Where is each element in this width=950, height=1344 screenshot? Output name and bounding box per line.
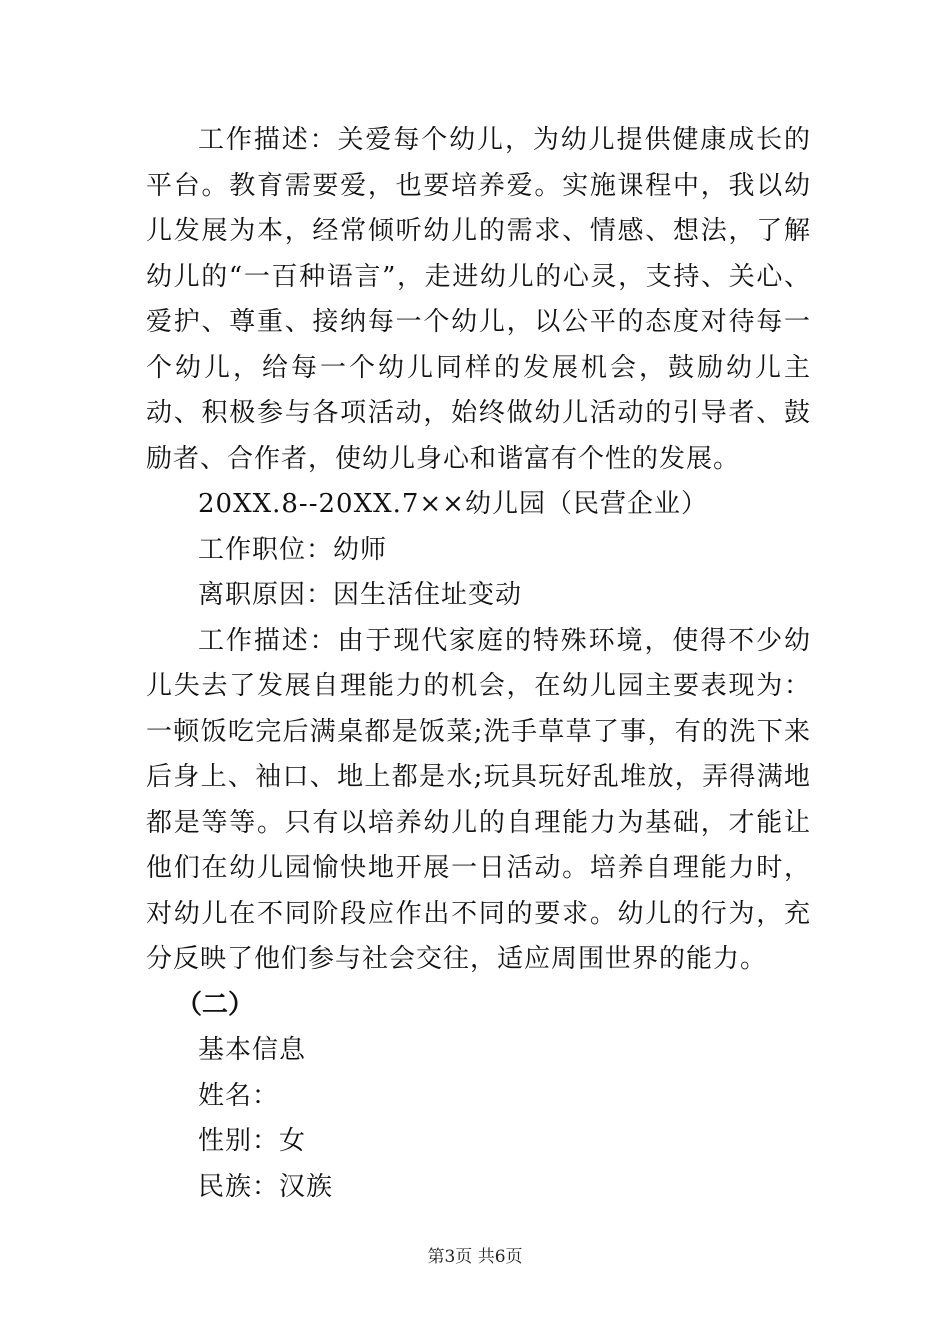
job-position-line: 工作职位：幼师 bbox=[198, 534, 388, 565]
document-body bbox=[146, 118, 811, 1210]
work-description-paragraph-2: 工作描述：由于现代家庭的特殊环境，使得不少幼儿失去了发展自理能力的机会，在幼儿园主要表现为：一顿饭吃完后满桌都是饭菜;洗手草草了事，有的洗下来后身上、袖口、地上都是水;玩具玩好乱堆放，弄得满地都是等等。只有以培养幼儿的自理能力为基础，才能让他们在幼儿园愉快地开展一日活动。培养自理能力时，对幼儿在不同阶段应作出不同的要求。幼儿的行为，充分反映了他们参与社会交往，适应周围世界的能力。 bbox=[146, 625, 811, 974]
work-description-paragraph-1: 工作描述：关爱每个幼儿，为幼儿提供健康成长的平台。教育需要爱，也要培养爱。实施课程中，我以幼儿发展为本，经常倾听幼儿的需求、情感、想法，了解幼儿的“一百种语言”，走进幼儿的心灵，支持、关心、爱护、尊重、接纳每一个幼儿，以公平的态度对待每一个幼儿，给每一个幼儿同样的发展机会，鼓励幼儿主动、积极参与各项活动，始终做幼儿活动的引导者、鼓励者、合作者，使幼儿身心和谐富有个性的发展。 bbox=[146, 125, 811, 474]
section-heading: （二） bbox=[176, 989, 255, 1020]
ethnicity-field: 民族：汉族 bbox=[198, 1171, 334, 1202]
gender-field: 性别：女 bbox=[198, 1126, 307, 1156]
name-field: 姓名： bbox=[198, 1080, 280, 1111]
page-footer: 第3页 共6页 bbox=[427, 1247, 523, 1267]
leave-reason-line: 离职原因：因生活住址变动 bbox=[198, 580, 523, 610]
basic-info-title: 基本信息 bbox=[198, 1035, 307, 1065]
job-period-line: 20XX.8--20XX.7××幼儿园（民营企业） bbox=[198, 489, 708, 519]
